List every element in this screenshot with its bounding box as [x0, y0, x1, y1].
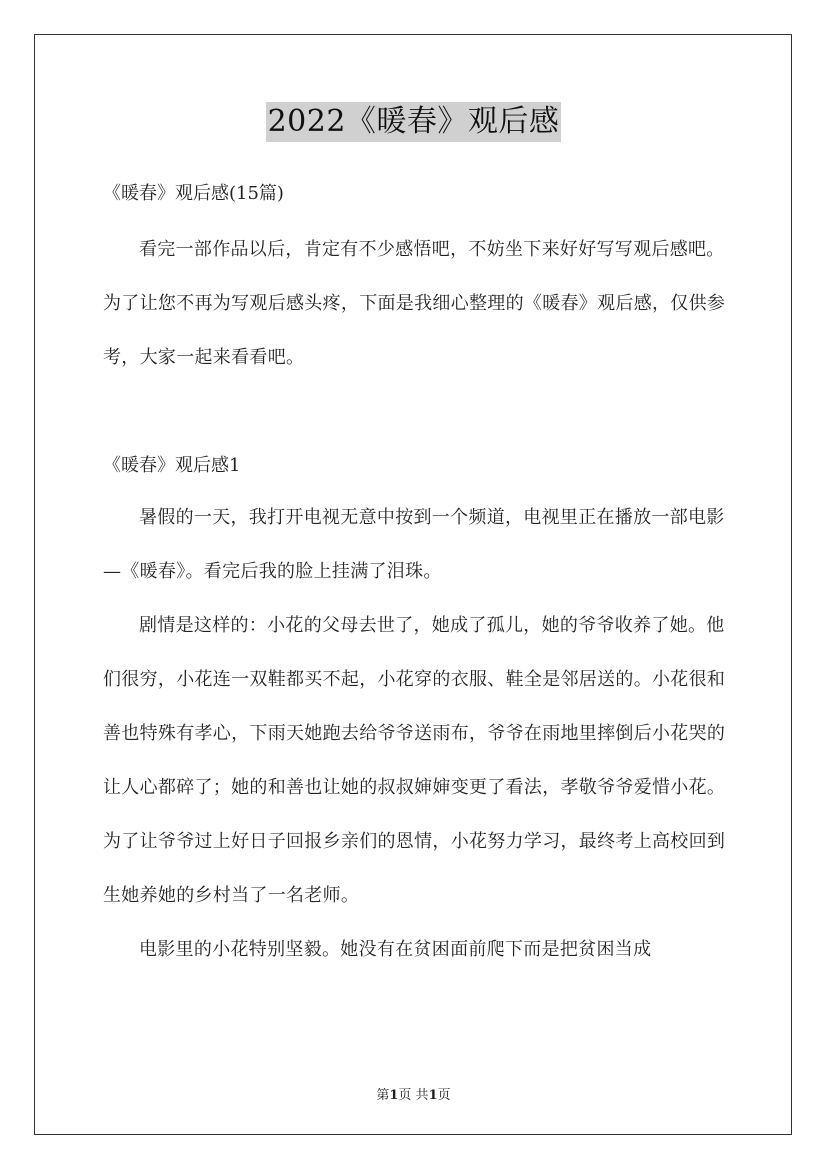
- section-body: [103, 491, 733, 977]
- document-subtitle: 《暖春》观后感(15篇): [103, 183, 284, 204]
- body-paragraph: 暑假的一天，我打开电视无意中按到一个频道，电视里正在播放一部电影—《暖春》。看完后我的脸上挂满了泪珠。: [103, 507, 725, 582]
- intro-block: [103, 223, 733, 385]
- footer-page-number: 1: [389, 1088, 399, 1103]
- section-heading: 《暖春》观后感1: [103, 455, 241, 476]
- title-container: [0, 102, 827, 142]
- page-footer: [0, 1084, 827, 1103]
- intro-paragraph: 看完一部作品以后，肯定有不少感悟吧，不妨坐下来好好写写观后感吧。为了让您不再为写观后感头疼，下面是我细心整理的《暖春》观后感，仅供参考，大家一起来看看吧。: [103, 239, 726, 368]
- body-paragraph: 电影里的小花特别坚毅。她没有在贫困面前爬下而是把贫困当成: [139, 939, 652, 960]
- footer-mid: 页 共: [398, 1088, 429, 1103]
- footer-suffix: 页: [437, 1088, 451, 1103]
- footer-prefix: 第: [376, 1088, 390, 1103]
- document-title: 2022《暖春》观后感: [266, 102, 562, 142]
- body-paragraph: 剧情是这样的：小花的父母去世了，她成了孤儿，她的爷爷收养了她。他们很穷，小花连一双鞋都买不起，小花穿的衣服、鞋全是邻居送的。小花很和善也特殊有孝心，下雨天她跑去给爷爷送雨布，爷爷在雨地里摔倒后小花哭的让人心都碎了；她的和善也让她的叔叔婶婶变更了看法，孝敬爷爷爱惜小花。为了让爷爷过上好日子回报乡亲们的恩情，小花努力学习，最终考上高校回到生她养她的乡村当了一名老师。: [103, 615, 726, 906]
- footer-page-total: 1: [428, 1088, 438, 1103]
